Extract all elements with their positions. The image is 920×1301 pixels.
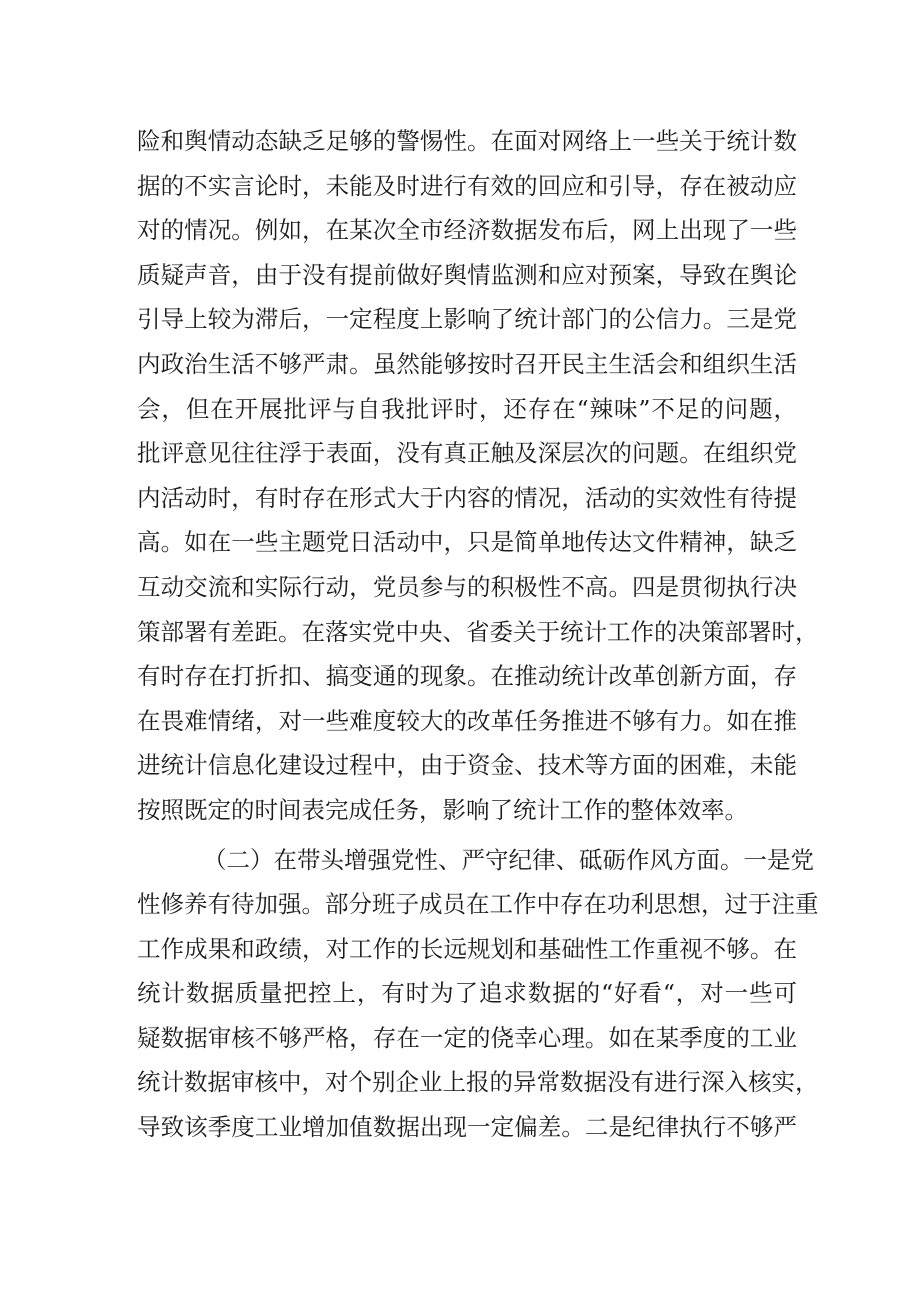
paragraph-2-line: （二）在带头增强党性、严守纪律、砥砺作风方面。一是党 <box>203 845 814 874</box>
paragraph-2-line: 导致该季度工业增加值数据出现一定偏差。二是纪律执行不够严 <box>137 1113 797 1142</box>
paragraph-1-line: 质疑声音，由于没有提前做好舆情监测和应对预案，导致在舆论 <box>137 260 797 289</box>
paragraph-1-line: 策部署有差距。在落实党中央、省委关于统计工作的决策部署时， <box>137 617 819 646</box>
paragraph-2 <box>137 838 819 1150</box>
paragraph-1-line: 互动交流和实际行动，党员参与的积极性不高。四是贯彻执行决 <box>137 572 797 601</box>
paragraph-2-line: 工作成果和政绩，对工作的长远规划和基础性工作重视不够。在 <box>137 934 797 963</box>
paragraph-1-line: 在畏难情绪，对一些难度较大的改革任务推进不够有力。如在推 <box>137 706 797 735</box>
paragraph-1-line: 内活动时，有时存在形式大于内容的情况，活动的实效性有待提 <box>137 483 797 512</box>
paragraph-1-line: 高。如在一些主题党日活动中，只是简单地传达文件精神，缺乏 <box>137 528 797 557</box>
paragraph-1-line: 批评意见往往浮于表面，没有真正触及深层次的问题。在组织党 <box>137 439 797 468</box>
paragraph-1-line: 引导上较为滞后，一定程度上影响了统计部门的公信力。三是党 <box>137 305 797 334</box>
paragraph-1-line: 按照既定的时间表完成任务，影响了统计工作的整体效率。 <box>137 795 748 824</box>
paragraph-2-line: 疑数据审核不够严格，存在一定的侥幸心理。如在某季度的工业 <box>137 1023 797 1052</box>
paragraph-2-line: 统计数据审核中，对个别企业上报的异常数据没有进行深入核实， <box>137 1068 819 1097</box>
paragraph-1-line: 内政治生活不够严肃。虽然能够按时召开民主生活会和组织生活 <box>137 349 797 378</box>
paragraph-1-line: 有时存在打折扣、搞变通的现象。在推动统计改革创新方面，存 <box>137 662 797 691</box>
paragraph-1 <box>137 119 819 833</box>
body-text <box>137 119 819 1150</box>
paragraph-1-line: 据的不实言论时，未能及时进行有效的回应和引导，存在被动应 <box>137 171 797 200</box>
paragraph-2-line: 统计数据质量把控上，有时为了追求数据的“好看“，对一些可 <box>137 979 797 1008</box>
paragraph-1-line: 险和舆情动态缺乏足够的警惕性。在面对网络上一些关于统计数 <box>137 127 797 155</box>
paragraph-1-line: 会，但在开展批评与自我批评时，还存在“辣味”不足的问题， <box>137 394 797 423</box>
paragraph-2-line: 性修养有待加强。部分班子成员在工作中存在功利思想，过于注重 <box>137 890 819 919</box>
paragraph-1-line: 对的情况。例如，在某次全市经济数据发布后，网上出现了一些 <box>137 216 797 245</box>
paragraph-1-line: 进统计信息化建设过程中，由于资金、技术等方面的困难，未能 <box>137 751 797 780</box>
